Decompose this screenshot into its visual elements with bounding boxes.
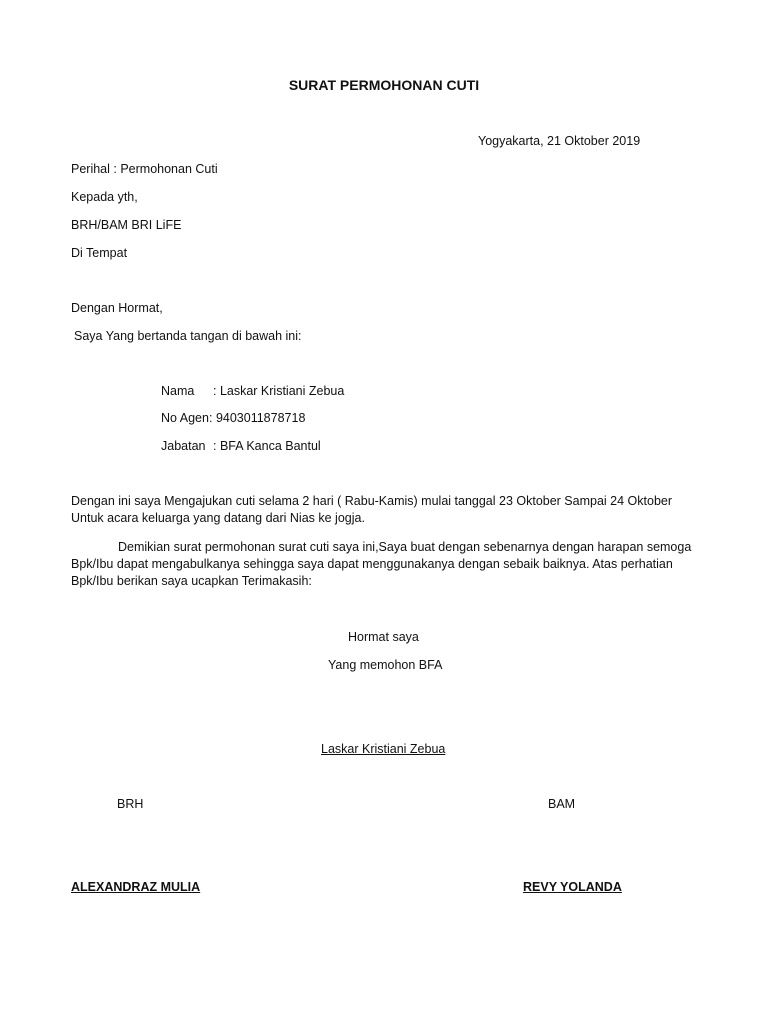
body-para2-line: Bpk/Ibu dapat mengabulkanya sehingga saya dapat menggunakanya dengan sebaik baiknya. Atas perhatian bbox=[71, 557, 673, 571]
signer-name: Laskar Kristiani Zebua bbox=[321, 742, 446, 756]
name-label: Nama bbox=[161, 384, 195, 398]
approver-right-name: REVY YOLANDA bbox=[523, 880, 622, 894]
position-value: : BFA Kanca Bantul bbox=[213, 439, 321, 453]
approver-left-role: BRH bbox=[117, 797, 144, 811]
body-para1-line: Dengan ini saya Mengajukan cuti selama 2 hari ( Rabu-Kamis) mulai tanggal 23 Oktober Sampai 24 Oktober bbox=[71, 494, 673, 508]
agent-value: : 9403011878718 bbox=[209, 411, 306, 425]
name-value: : Laskar Kristiani Zebua bbox=[213, 384, 345, 398]
approver-right-role: BAM bbox=[548, 797, 576, 811]
body-para2-line: Demikian surat permohonan surat cuti saya ini,Saya buat dengan sebenarnya dengan harapan semoga bbox=[118, 540, 692, 554]
intro-text: Saya Yang bertanda tangan di bawah ini: bbox=[74, 329, 302, 343]
letter-title: SURAT PERMOHONAN CUTI bbox=[288, 77, 480, 93]
position-label: Jabatan bbox=[161, 439, 206, 453]
approver-left-name: ALEXANDRAZ MULIA bbox=[71, 880, 201, 894]
place-date: Yogyakarta, 21 Oktober 2019 bbox=[478, 134, 641, 148]
recipient-line-3: Di Tempat bbox=[71, 246, 128, 260]
body-para1-line: Untuk acara keluarga yang datang dari Nias ke jogja. bbox=[71, 511, 365, 525]
recipient-line-2: BRH/BAM BRI LiFE bbox=[71, 218, 182, 232]
closing-line-2: Yang memohon BFA bbox=[328, 658, 443, 672]
greeting: Dengan Hormat, bbox=[71, 301, 163, 315]
subject-line: Perihal : Permohonan Cuti bbox=[71, 162, 218, 176]
closing-line-1: Hormat saya bbox=[348, 630, 419, 644]
body-para2-line: Bpk/Ibu berikan saya ucapkan Terimakasih: bbox=[71, 574, 312, 588]
recipient-line-1: Kepada yth, bbox=[71, 190, 138, 204]
agent-label: No Agen bbox=[161, 411, 209, 425]
